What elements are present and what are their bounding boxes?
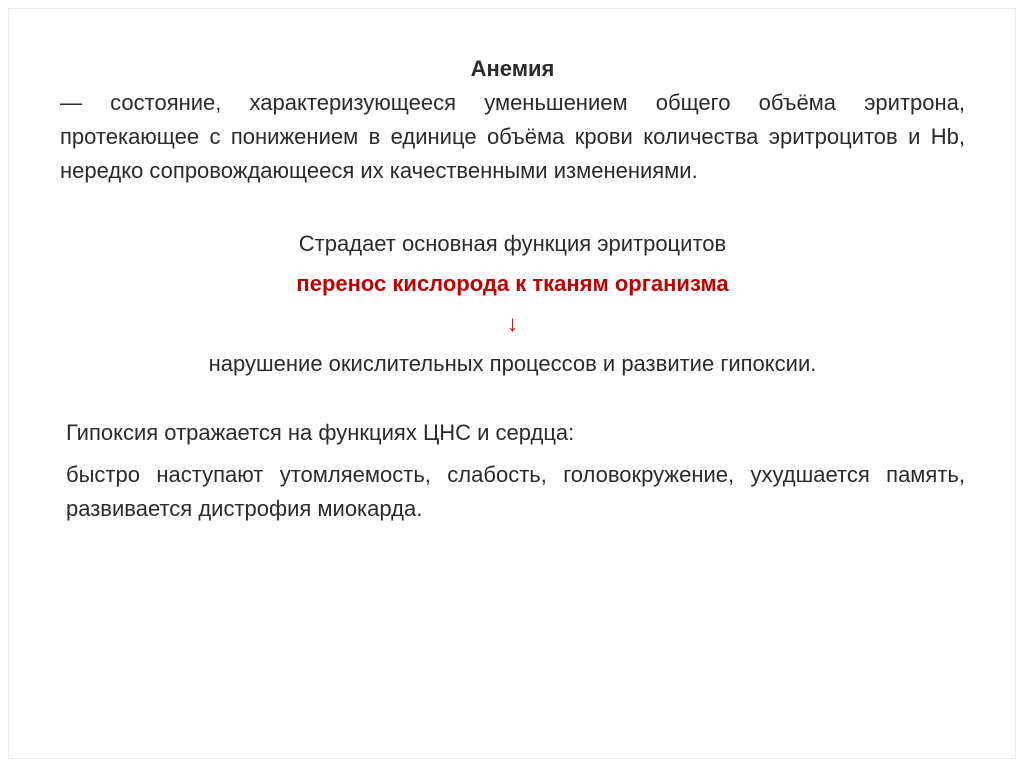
slide-title: Анемия — [470, 56, 555, 81]
function-line: Страдает основная функция эритроцитов — [298, 231, 727, 256]
function-highlight: перенос кислорода к тканям организма — [296, 271, 729, 296]
spacer — [60, 384, 965, 416]
symptoms-text: быстро наступают утомляемость, слабость, головокружение, ухудшается память, развивается дистрофия миокарда. — [66, 462, 965, 521]
down-arrow-icon: ↓ — [507, 311, 518, 336]
spacer — [60, 450, 965, 458]
consequence-line: нарушение окислительных процессов и развитие гипоксии. — [208, 351, 817, 376]
spacer — [60, 188, 965, 224]
slide-content — [60, 52, 965, 526]
definition-text: — состояние, характеризующееся уменьшением общего объёма эритрона, протекающее с понижением в единице объёма крови количества эритроцитов и Hb, нередко сопровождающееся их качественными изменениями. — [60, 90, 965, 183]
hypoxia-intro: Гипоксия отражается на функциях ЦНС и сердца: — [66, 420, 575, 445]
